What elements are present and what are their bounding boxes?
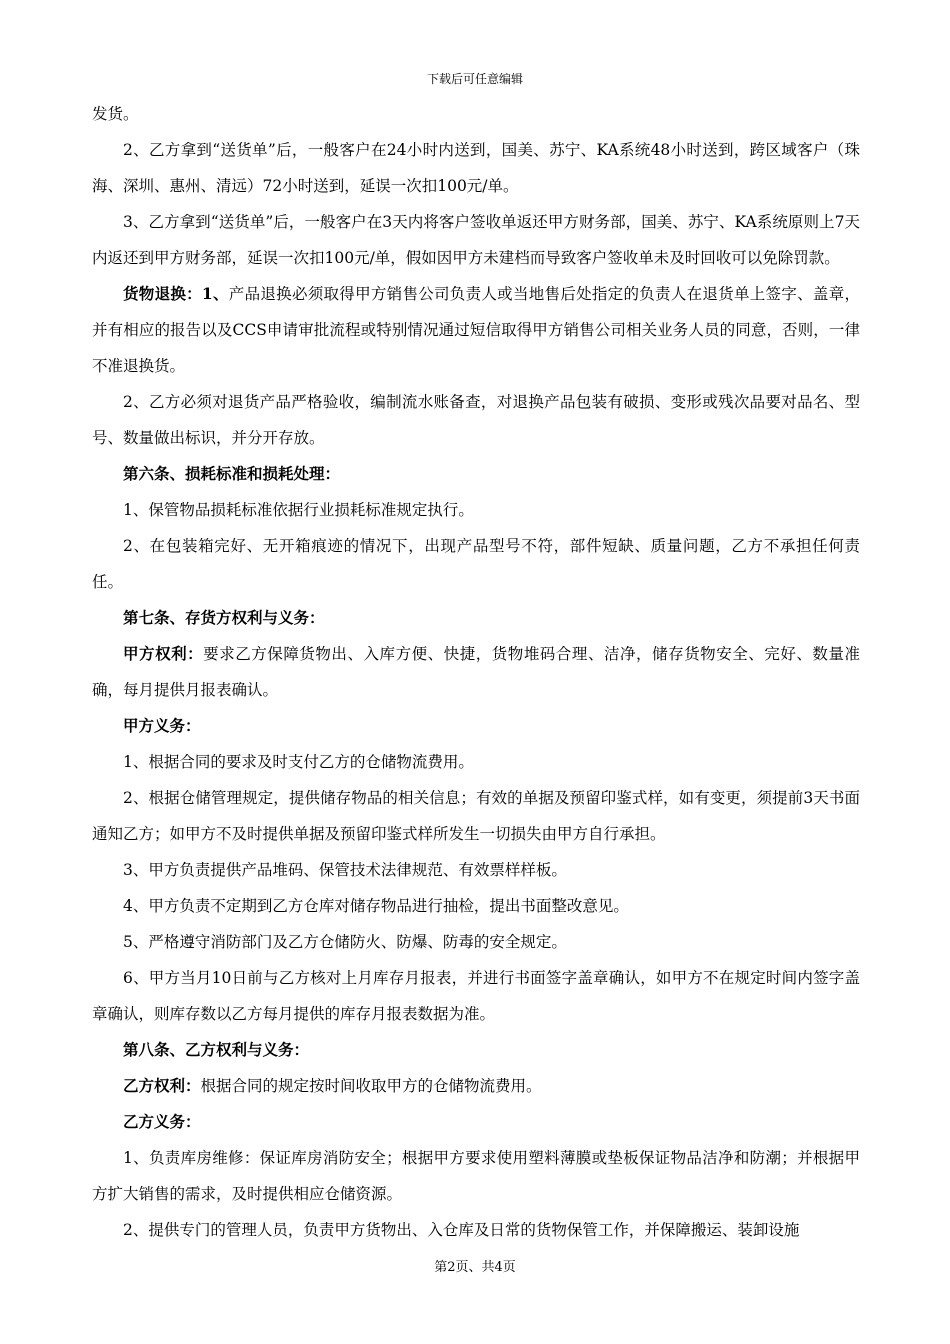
section-heading: 第六条、损耗标准和损耗处理： bbox=[123, 464, 341, 483]
paragraph-text: 根据合同的规定按时间收取甲方的仓储物流费用。 bbox=[200, 1077, 542, 1095]
paragraph: 2、乙方拿到“送货单”后，一般客户在24小时内送到，国美、苏宁、KA系统48小时送到，跨区域客户（珠海、深圳、惠州、清远）72小时送到，延误一次扣100元/单。 bbox=[92, 141, 860, 195]
paragraph: 6、甲方当月10日前与乙方核对上月库存月报表，并进行书面签字盖章确认，如甲方不在规定时间内签字盖章确认，则库存数以乙方每月提供的库存月报表数据为准。 bbox=[92, 969, 860, 1023]
page-header: 下载后可任意编辑 bbox=[426, 72, 523, 86]
subsection-heading: 甲方义务： bbox=[123, 716, 201, 735]
section-heading: 第七条、存货方权利与义务： bbox=[123, 608, 325, 627]
page-footer: 第2页、共4页 bbox=[434, 1260, 516, 1275]
paragraph: 2、乙方必须对退货产品严格验收，编制流水账备查，对退换产品包装有破损、变形或残次品要对品名、型号、数量做出标识，并分开存放。 bbox=[92, 393, 860, 447]
document-body bbox=[92, 96, 860, 1248]
paragraph: 2、提供专门的管理人员，负责甲方货物出、入仓库及日常的货物保管工作，并保障搬运、装卸设施 bbox=[123, 1221, 800, 1239]
paragraph: 1、保管物品损耗标准依据行业损耗标准规定执行。 bbox=[123, 501, 474, 519]
paragraph: 5、严格遵守消防部门及乙方仓储防火、防爆、防毒的安全规定。 bbox=[123, 933, 567, 951]
paragraph bbox=[92, 276, 860, 384]
paragraph bbox=[92, 1068, 860, 1104]
paragraph-text: 要求乙方保障货物出、入库方便、快捷，货物堆码合理、洁净，储存货物安全、完好、数量准确，每月提供月报表确认。 bbox=[92, 645, 860, 699]
subsection-heading: 乙方义务： bbox=[123, 1112, 201, 1131]
paragraph-lead: 乙方权利： bbox=[123, 1076, 201, 1095]
paragraph: 1、负责库房维修：保证库房消防安全；根据甲方要求使用塑料薄膜或垫板保证物品洁净和防潮；并根据甲方扩大销售的需求，及时提供相应仓储资源。 bbox=[92, 1149, 860, 1203]
paragraph: 3、甲方负责提供产品堆码、保管技术法律规范、有效票样样板。 bbox=[123, 861, 567, 879]
paragraph-lead: 甲方权利： bbox=[123, 644, 204, 663]
paragraph: 3、乙方拿到“送货单”后，一般客户在3天内将客户签收单返还甲方财务部，国美、苏宁、KA系统原则上7天内返还到甲方财务部，延误一次扣100元/单，假如因甲方未建档而导致客户签收单未及时回收可以免除罚款。 bbox=[92, 213, 860, 267]
paragraph: 1、根据合同的要求及时支付乙方的仓储物流费用。 bbox=[123, 753, 474, 771]
paragraph: 2、在包装箱完好、无开箱痕迹的情况下，出现产品型号不符，部件短缺、质量问题，乙方不承担任何责任。 bbox=[92, 537, 860, 591]
paragraph: 2、根据仓储管理规定，提供储存物品的相关信息；有效的单据及预留印鉴式样，如有变更，须提前3天书面通知乙方；如甲方不及时提供单据及预留印鉴式样所发生一切损失由甲方自行承担。 bbox=[92, 789, 860, 843]
paragraph-text: 产品退换必须取得甲方销售公司负责人或当地售后处指定的负责人在退货单上签字、盖章，并有相应的报告以及CCS申请审批流程或特别情况通过短信取得甲方销售公司相关业务人员的同意，否则，一律不准退换货。 bbox=[92, 285, 860, 375]
paragraph: 发货。 bbox=[92, 105, 139, 123]
section-heading: 第八条、乙方权利与义务： bbox=[123, 1040, 310, 1059]
paragraph-lead: 货物退换：1、 bbox=[123, 284, 229, 303]
paragraph: 4、甲方负责不定期到乙方仓库对储存物品进行抽检，提出书面整改意见。 bbox=[123, 897, 629, 915]
paragraph bbox=[92, 636, 860, 708]
